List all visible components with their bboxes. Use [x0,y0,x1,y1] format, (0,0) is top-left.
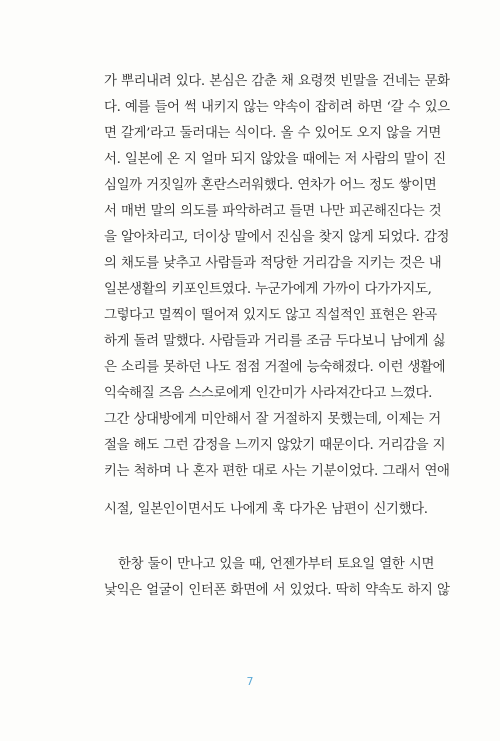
text-line: 하게 돌려 말했다. 사람들과 거리를 조금 두다보니 남에게 싫 [104,334,446,349]
text-line: 익숙해질 즈음 스스로에게 인간미가 사라져간다고 느꼈다. [104,386,432,401]
text-line: 그간 상대방에게 미안해서 잘 거절하지 못했는데, 이제는 거 [104,412,441,427]
text-line: 의 채도를 낮추고 사람들과 적당한 거리감을 지키는 것은 내 [104,256,442,271]
text-line: 가 뿌리내려 있다. 본심은 감춘 채 요령껏 빈말을 건네는 문화 [104,74,450,89]
text-line: 일본생활의 키포인트였다. 누군가에게 가까이 다가가지도, [104,282,432,297]
text-line: 심일까 거짓일까 혼란스러워했다. 연차가 어느 정도 쌓이면 [104,178,437,193]
text-line: 시절, 일본인이면서도 나에게 훅 다가온 남편이 신기했다. [104,502,428,517]
text-line: 키는 척하며 나 혼자 편한 대로 사는 기분이었다. 그래서 연애 [104,464,450,479]
text-line: 절을 해도 그런 감정을 느끼지 않았기 때문이다. 거리감을 지 [104,438,446,453]
text-line: 서. 일본에 온 지 얼마 되지 않았을 때에는 저 사람의 말이 진 [104,152,446,167]
page-number: 7 [246,675,254,688]
text-line: 낯익은 얼굴이 인터폰 화면에 서 있었다. 딱히 약속도 하지 않 [104,583,450,598]
text-line: 을 알아차리고, 더이상 말에서 진심을 찾지 않게 되었다. 감정 [104,230,450,245]
text-line: 서 매번 말의 의도를 파악하려고 들면 나만 피곤해진다는 것 [104,204,442,219]
text-line: 한창 둘이 만나고 있을 때, 언젠가부터 토요일 열한 시면 [118,557,435,572]
text-line: 면 갈게’라고 둘러대는 식이다. 올 수 있어도 오지 않을 거면 [104,126,441,141]
text-line: 은 소리를 못하던 나도 점점 거절에 능숙해졌다. 이런 생활에 [104,360,446,375]
text-line: 다. 예를 들어 썩 내키지 않는 약속이 잡히려 하면 ‘갈 수 있으 [104,100,450,115]
text-line: 그렇다고 멀찍이 떨어져 있지도 않고 직설적인 표현은 완곡 [104,308,437,323]
